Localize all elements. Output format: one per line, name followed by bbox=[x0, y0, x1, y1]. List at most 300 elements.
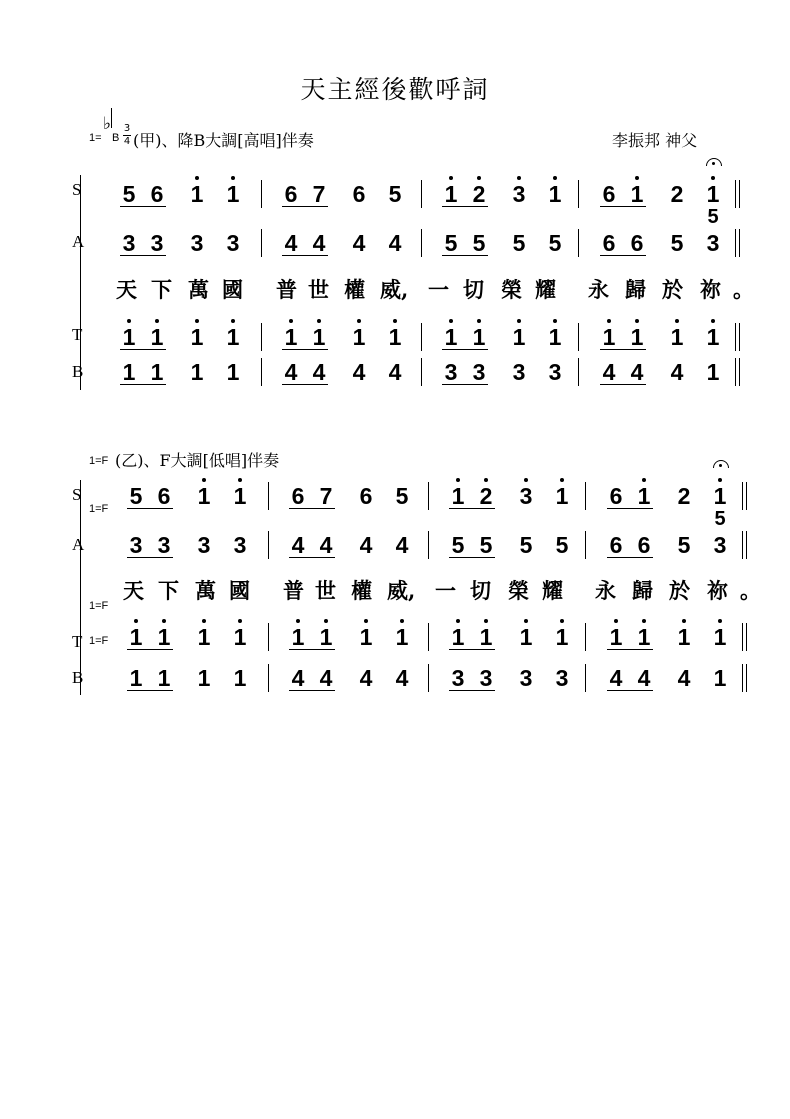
barline bbox=[268, 623, 269, 651]
octave-dot bbox=[456, 478, 460, 482]
octave-dot bbox=[711, 176, 715, 180]
tenor-note bbox=[152, 624, 176, 650]
lyric-syllable: 一 bbox=[435, 578, 456, 603]
octave-dot bbox=[317, 319, 321, 323]
barline bbox=[585, 531, 586, 559]
alto-note bbox=[228, 532, 252, 558]
fermata-icon bbox=[713, 460, 729, 468]
soprano-note bbox=[708, 483, 732, 509]
soprano-note bbox=[439, 181, 463, 207]
lyric-syllable: 於 bbox=[662, 277, 683, 302]
soprano-note bbox=[514, 483, 538, 509]
lyric-syllable: 萬 bbox=[188, 277, 209, 302]
alto-note bbox=[390, 532, 414, 558]
soprano-harmony-note: 5 bbox=[714, 508, 726, 530]
soprano-note bbox=[347, 181, 371, 207]
lyric-syllable: 下 bbox=[151, 277, 172, 302]
voice-label-s-2: S bbox=[72, 485, 82, 504]
note-digit: 6 bbox=[359, 483, 373, 509]
lyric-syllable: 天 bbox=[123, 578, 144, 603]
octave-dot bbox=[231, 319, 235, 323]
soprano-beam bbox=[282, 206, 328, 207]
alto-note bbox=[307, 230, 331, 256]
note-digit: 3 bbox=[190, 230, 204, 256]
alto-beam bbox=[607, 557, 653, 558]
note-digit: 1 bbox=[190, 359, 204, 385]
time-signature bbox=[123, 124, 131, 147]
voice-label-a: A bbox=[72, 232, 85, 251]
note-digit: 4 bbox=[388, 230, 402, 256]
bass-note bbox=[597, 359, 621, 385]
octave-dot bbox=[484, 478, 488, 482]
alto-note bbox=[347, 230, 371, 256]
octave-dot bbox=[289, 319, 293, 323]
alto-note bbox=[314, 532, 338, 558]
soprano-note bbox=[632, 483, 656, 509]
octave-dot bbox=[560, 478, 564, 482]
alto-note bbox=[507, 230, 531, 256]
tenor-note bbox=[117, 324, 141, 350]
octave-dot bbox=[456, 619, 460, 623]
tenor-note bbox=[625, 324, 649, 350]
note-digit: 1 bbox=[150, 359, 164, 385]
octave-dot bbox=[238, 619, 242, 623]
note-digit: 4 bbox=[284, 230, 298, 256]
tenor-note bbox=[185, 324, 209, 350]
alto-note bbox=[383, 230, 407, 256]
barline bbox=[428, 531, 429, 559]
note-digit: 3 bbox=[150, 230, 164, 256]
note-digit: 1 bbox=[637, 483, 651, 509]
barline bbox=[578, 180, 579, 208]
bass-beam bbox=[607, 690, 653, 691]
barline bbox=[421, 229, 422, 257]
barline bbox=[261, 358, 262, 386]
soprano-beam bbox=[449, 508, 495, 509]
barline bbox=[578, 358, 579, 386]
bass-note bbox=[221, 359, 245, 385]
soprano-beam bbox=[127, 508, 173, 509]
note-digit: 4 bbox=[352, 230, 366, 256]
octave-dot bbox=[238, 478, 242, 482]
lyric-syllable: 歸 bbox=[632, 578, 653, 603]
voice-label-a-2: A bbox=[72, 535, 85, 554]
note-digit: 1 bbox=[233, 665, 247, 691]
note-digit: 1 bbox=[555, 483, 569, 509]
bass-note bbox=[665, 359, 689, 385]
soprano-note bbox=[117, 181, 141, 207]
lyric-syllable: 祢 bbox=[707, 578, 728, 603]
note-digit: 1 bbox=[555, 624, 569, 650]
note-digit: 4 bbox=[319, 532, 333, 558]
bass-beam bbox=[282, 384, 328, 385]
barline bbox=[585, 482, 586, 510]
voice-label-t-2: T bbox=[72, 632, 83, 651]
note-digit: 4 bbox=[637, 665, 651, 691]
soprano-note bbox=[672, 483, 696, 509]
alto-note bbox=[221, 230, 245, 256]
note-digit: 4 bbox=[677, 665, 691, 691]
lyric-syllable: 威, bbox=[387, 578, 416, 603]
soprano-note bbox=[446, 483, 470, 509]
note-digit: 1 bbox=[630, 324, 644, 350]
soprano-note bbox=[665, 181, 689, 207]
bass-note bbox=[347, 359, 371, 385]
note-digit: 1 bbox=[472, 324, 486, 350]
lyric-syllable: 普 bbox=[276, 277, 297, 302]
note-digit: 3 bbox=[157, 532, 171, 558]
note-digit: 4 bbox=[395, 665, 409, 691]
note-digit: 1 bbox=[129, 665, 143, 691]
note-digit: 4 bbox=[291, 665, 305, 691]
bass-note bbox=[632, 665, 656, 691]
lyric-syllable: 國 bbox=[222, 277, 243, 302]
note-digit: 6 bbox=[150, 181, 164, 207]
note-digit: 1 bbox=[706, 181, 720, 207]
tenor-note bbox=[701, 324, 725, 350]
final-barline bbox=[742, 482, 747, 510]
soprano-note bbox=[279, 181, 303, 207]
bass-note bbox=[314, 665, 338, 691]
note-digit: 6 bbox=[609, 532, 623, 558]
lyric-syllable: 普 bbox=[283, 578, 304, 603]
alto-note bbox=[543, 230, 567, 256]
tenor-note bbox=[672, 624, 696, 650]
alto-note bbox=[467, 230, 491, 256]
final-barline bbox=[735, 229, 740, 257]
system-bracket bbox=[80, 480, 81, 695]
alto-note bbox=[701, 230, 725, 256]
note-digit: 1 bbox=[226, 181, 240, 207]
note-digit: 1 bbox=[319, 624, 333, 650]
bass-note bbox=[286, 665, 310, 691]
note-digit: 1 bbox=[637, 624, 651, 650]
lyric-syllable: 世 bbox=[315, 578, 336, 603]
soprano-note bbox=[383, 181, 407, 207]
lyric-syllable: 耀 bbox=[535, 277, 556, 302]
tenor-note bbox=[221, 324, 245, 350]
note-digit: 5 bbox=[451, 532, 465, 558]
octave-dot bbox=[324, 619, 328, 623]
note-digit: 5 bbox=[548, 230, 562, 256]
tenor-note bbox=[192, 624, 216, 650]
final-barline bbox=[742, 623, 747, 651]
soprano-note bbox=[390, 483, 414, 509]
note-digit: 6 bbox=[630, 230, 644, 256]
note-digit: 5 bbox=[129, 483, 143, 509]
alto-note bbox=[604, 532, 628, 558]
note-digit: 1 bbox=[122, 359, 136, 385]
note-digit: 5 bbox=[677, 532, 691, 558]
note-digit: 6 bbox=[602, 230, 616, 256]
note-digit: 5 bbox=[512, 230, 526, 256]
note-digit: 4 bbox=[319, 665, 333, 691]
soprano-note bbox=[625, 181, 649, 207]
tenor-beam bbox=[127, 649, 173, 650]
bass-note bbox=[307, 359, 331, 385]
barline bbox=[261, 323, 262, 351]
note-digit: 1 bbox=[157, 624, 171, 650]
note-digit: 1 bbox=[602, 324, 616, 350]
barline bbox=[428, 664, 429, 692]
soprano-note bbox=[701, 181, 725, 207]
octave-dot bbox=[718, 619, 722, 623]
tenor-beam bbox=[442, 349, 488, 350]
tenor-note bbox=[124, 624, 148, 650]
flat-sign: ♭ bbox=[103, 114, 112, 134]
lyric-syllable: 國 bbox=[229, 578, 250, 603]
tenor-beam bbox=[120, 349, 166, 350]
bass-note bbox=[514, 665, 538, 691]
bass-beam bbox=[120, 384, 166, 385]
soprano-note bbox=[185, 181, 209, 207]
barline bbox=[268, 531, 269, 559]
note-digit: 3 bbox=[519, 483, 533, 509]
note-digit: 1 bbox=[713, 624, 727, 650]
note-digit: 6 bbox=[609, 483, 623, 509]
note-digit: 4 bbox=[291, 532, 305, 558]
note-digit: 1 bbox=[233, 483, 247, 509]
note-digit: 1 bbox=[670, 324, 684, 350]
barline bbox=[421, 358, 422, 386]
soprano-beam bbox=[607, 508, 653, 509]
alto-note bbox=[632, 532, 656, 558]
lyric-syllable: 世 bbox=[308, 277, 329, 302]
note-digit: 4 bbox=[352, 359, 366, 385]
soprano-harmony-note: 5 bbox=[707, 206, 719, 228]
tenor-note bbox=[383, 324, 407, 350]
barline bbox=[268, 482, 269, 510]
soprano-note bbox=[307, 181, 331, 207]
soprano-beam bbox=[442, 206, 488, 207]
final-barline bbox=[735, 323, 740, 351]
alto-beam bbox=[120, 255, 166, 256]
note-digit: 3 bbox=[233, 532, 247, 558]
note-digit: 1 bbox=[284, 324, 298, 350]
octave-dot bbox=[607, 319, 611, 323]
lyric-syllable: 天 bbox=[116, 277, 137, 302]
note-digit: 3 bbox=[548, 359, 562, 385]
note-digit: 2 bbox=[472, 181, 486, 207]
barline bbox=[261, 229, 262, 257]
tenor-note bbox=[145, 324, 169, 350]
lyric-syllable: 一 bbox=[428, 277, 449, 302]
lyric-syllable: 權 bbox=[351, 578, 372, 603]
octave-dot bbox=[195, 319, 199, 323]
note-digit: 3 bbox=[226, 230, 240, 256]
composer-credit: 李振邦 神父 bbox=[612, 131, 698, 150]
note-digit: 2 bbox=[670, 181, 684, 207]
note-digit: 3 bbox=[512, 359, 526, 385]
note-digit: 3 bbox=[555, 665, 569, 691]
note-digit: 3 bbox=[197, 532, 211, 558]
tenor-beam bbox=[449, 649, 495, 650]
note-digit: 5 bbox=[122, 181, 136, 207]
alto-note bbox=[439, 230, 463, 256]
lyric-syllable: 榮 bbox=[501, 277, 522, 302]
bass-note bbox=[604, 665, 628, 691]
note-digit: 4 bbox=[284, 359, 298, 385]
tenor-note bbox=[604, 624, 628, 650]
lyric-syllable: 切 bbox=[470, 578, 491, 603]
side-key-lyric: 1=F bbox=[89, 600, 109, 612]
tenor-note bbox=[439, 324, 463, 350]
octave-dot bbox=[162, 619, 166, 623]
octave-dot bbox=[357, 319, 361, 323]
barline bbox=[421, 323, 422, 351]
soprano-note bbox=[228, 483, 252, 509]
octave-dot bbox=[484, 619, 488, 623]
note-digit: 1 bbox=[150, 324, 164, 350]
voice-label-b: B bbox=[72, 362, 84, 381]
final-barline bbox=[735, 358, 740, 386]
alto-note bbox=[354, 532, 378, 558]
note-digit: 1 bbox=[519, 624, 533, 650]
note-digit: 1 bbox=[233, 624, 247, 650]
bass-note bbox=[439, 359, 463, 385]
soprano-note bbox=[507, 181, 531, 207]
lyric-syllable: 威, bbox=[380, 277, 409, 302]
tenor-note bbox=[514, 624, 538, 650]
note-digit: 2 bbox=[677, 483, 691, 509]
side-key-tenor: 1=F bbox=[89, 635, 109, 647]
octave-dot bbox=[635, 319, 639, 323]
note-digit: 1 bbox=[388, 324, 402, 350]
tenor-note bbox=[446, 624, 470, 650]
time-numerator: 3 bbox=[123, 123, 131, 134]
note-digit: 1 bbox=[312, 324, 326, 350]
note-digit: 6 bbox=[602, 181, 616, 207]
octave-dot bbox=[155, 319, 159, 323]
barline bbox=[421, 180, 422, 208]
note-digit: 3 bbox=[122, 230, 136, 256]
key-b-label: B bbox=[112, 132, 120, 144]
side-key-soprano: 1=F bbox=[89, 503, 109, 515]
voice-label-s: S bbox=[72, 180, 82, 199]
lyric-syllable: 耀 bbox=[542, 578, 563, 603]
soprano-beam bbox=[120, 206, 166, 207]
octave-dot bbox=[642, 619, 646, 623]
note-digit: 4 bbox=[602, 359, 616, 385]
alto-note bbox=[625, 230, 649, 256]
octave-dot bbox=[449, 319, 453, 323]
note-digit: 1 bbox=[444, 324, 458, 350]
bass-note bbox=[543, 359, 567, 385]
octave-dot bbox=[682, 619, 686, 623]
octave-dot bbox=[560, 619, 564, 623]
note-digit: 1 bbox=[157, 665, 171, 691]
octave-dot bbox=[195, 176, 199, 180]
octave-dot bbox=[553, 319, 557, 323]
tenor-beam bbox=[607, 649, 653, 650]
note-digit: 5 bbox=[395, 483, 409, 509]
note-digit: 1 bbox=[190, 181, 204, 207]
final-barline bbox=[742, 664, 747, 692]
note-digit: 6 bbox=[637, 532, 651, 558]
soprano-note bbox=[124, 483, 148, 509]
soprano-note bbox=[597, 181, 621, 207]
lyric-syllable: 下 bbox=[158, 578, 179, 603]
lyric-syllable: 於 bbox=[669, 578, 690, 603]
note-digit: 1 bbox=[226, 324, 240, 350]
tenor-note bbox=[286, 624, 310, 650]
note-digit: 7 bbox=[312, 181, 326, 207]
fermata-icon bbox=[706, 158, 722, 166]
note-digit: 5 bbox=[670, 230, 684, 256]
note-digit: 3 bbox=[706, 230, 720, 256]
octave-dot bbox=[711, 319, 715, 323]
soprano-beam bbox=[600, 206, 646, 207]
lyric-syllable: 永 bbox=[588, 277, 609, 302]
note-digit: 1 bbox=[630, 181, 644, 207]
barline bbox=[428, 623, 429, 651]
note-digit: 1 bbox=[444, 181, 458, 207]
note-digit: 1 bbox=[609, 624, 623, 650]
bass-note bbox=[117, 359, 141, 385]
note-digit: 1 bbox=[291, 624, 305, 650]
bass-note bbox=[279, 359, 303, 385]
bass-note bbox=[145, 359, 169, 385]
note-digit: 1 bbox=[129, 624, 143, 650]
bass-note bbox=[550, 665, 574, 691]
note-digit: 3 bbox=[472, 359, 486, 385]
bass-beam bbox=[600, 384, 646, 385]
alto-note bbox=[665, 230, 689, 256]
note-digit: 1 bbox=[677, 624, 691, 650]
note-digit: 5 bbox=[388, 181, 402, 207]
bass-beam bbox=[442, 384, 488, 385]
note-digit: 3 bbox=[519, 665, 533, 691]
bass-note bbox=[701, 359, 725, 385]
note-digit: 5 bbox=[555, 532, 569, 558]
alto-beam bbox=[127, 557, 173, 558]
note-digit: 1 bbox=[479, 624, 493, 650]
alto-beam bbox=[282, 255, 328, 256]
octave-dot bbox=[477, 176, 481, 180]
alto-beam bbox=[449, 557, 495, 558]
note-digit: 1 bbox=[197, 483, 211, 509]
alto-note bbox=[597, 230, 621, 256]
octave-dot bbox=[364, 619, 368, 623]
note-digit: 3 bbox=[512, 181, 526, 207]
soprano-note bbox=[474, 483, 498, 509]
tenor-note bbox=[632, 624, 656, 650]
tenor-note bbox=[347, 324, 371, 350]
tenor-note bbox=[228, 624, 252, 650]
soprano-note bbox=[152, 483, 176, 509]
note-digit: 6 bbox=[352, 181, 366, 207]
lyric-syllable: 切 bbox=[463, 277, 484, 302]
voice-label-b-2: B bbox=[72, 668, 84, 687]
note-digit: 1 bbox=[451, 624, 465, 650]
alto-note bbox=[672, 532, 696, 558]
bass-note bbox=[228, 665, 252, 691]
tenor-note bbox=[665, 324, 689, 350]
bass-note bbox=[467, 359, 491, 385]
alto-note bbox=[446, 532, 470, 558]
alto-note bbox=[152, 532, 176, 558]
lyric-syllable: 。 bbox=[740, 578, 761, 603]
soprano-beam bbox=[289, 508, 335, 509]
barline bbox=[578, 323, 579, 351]
octave-dot bbox=[614, 619, 618, 623]
tenor-note bbox=[507, 324, 531, 350]
note-digit: 1 bbox=[713, 483, 727, 509]
tenor-beam bbox=[282, 349, 328, 350]
octave-dot bbox=[296, 619, 300, 623]
note-digit: 3 bbox=[479, 665, 493, 691]
alto-note bbox=[185, 230, 209, 256]
